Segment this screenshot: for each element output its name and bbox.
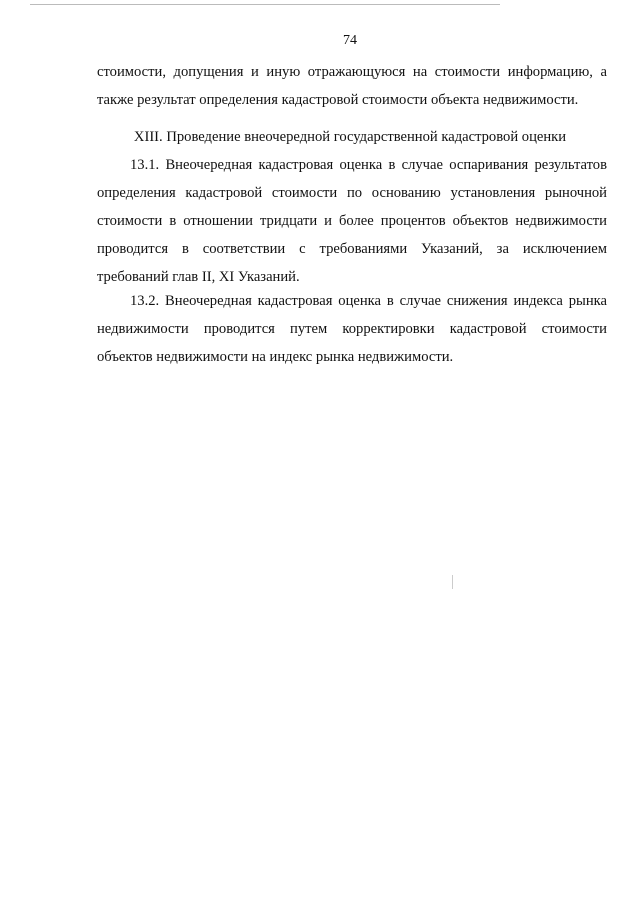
- scan-artifact: [452, 575, 453, 589]
- text-line: проводится в соответствии с требованиями Указаний, за исключением: [97, 241, 607, 257]
- scan-top-rule: [30, 4, 500, 5]
- text-line: требований глав II, XI Указаний.: [97, 269, 300, 285]
- text-line: недвижимости проводится путем корректировки кадастровой стоимости: [97, 321, 607, 337]
- text-line: 13.2. Внеочередная кадастровая оценка в случае снижения индекса рынка: [130, 293, 607, 309]
- paragraph-13-1: [97, 151, 607, 291]
- text-line: объектов недвижимости на индекс рынка недвижимости.: [97, 349, 454, 365]
- paragraph-13-2: [97, 287, 607, 371]
- text-line: определения кадастровой стоимости по основанию установления рыночной: [97, 185, 607, 201]
- text-line: 13.1. Внеочередная кадастровая оценка в случае оспаривания результатов: [130, 157, 607, 173]
- section-heading: XIII. Проведение внеочередной государственной кадастровой оценки: [133, 129, 567, 145]
- text-line: также результат определения кадастровой стоимости объекта недвижимости.: [97, 92, 579, 108]
- page-number: 74: [343, 33, 357, 48]
- text-line: стоимости в отношении тридцати и более процентов объектов недвижимости: [97, 213, 607, 229]
- paragraph-continuation: [97, 58, 607, 114]
- text-line: стоимости, допущения и иную отражающуюся на стоимости информацию, а: [97, 64, 607, 80]
